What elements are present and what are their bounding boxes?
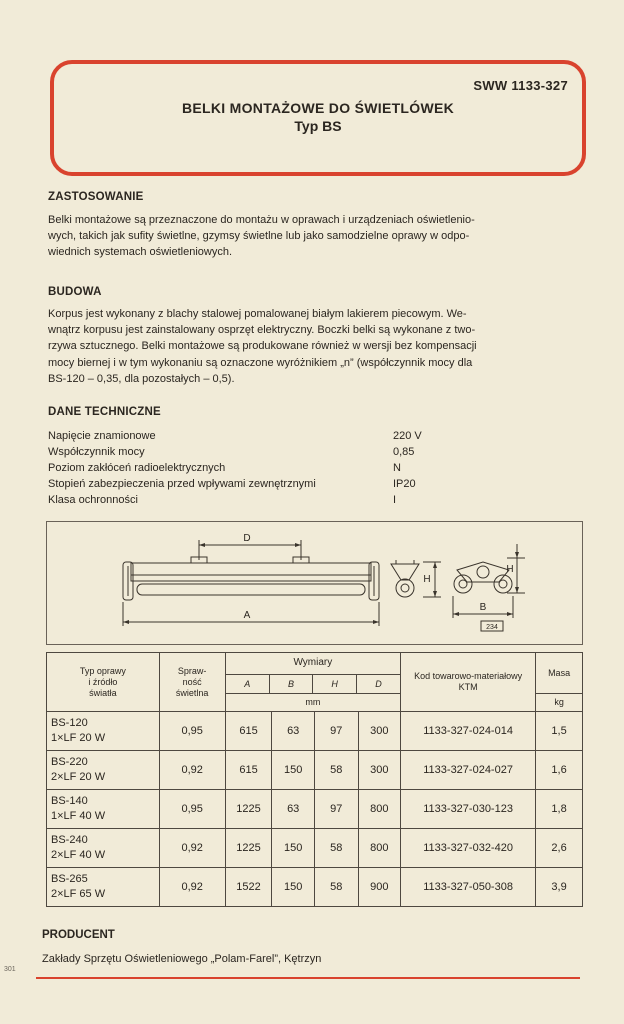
type-code: BS-120 bbox=[51, 717, 88, 729]
tech-label: Stopień zabezpieczenia przed wpływami zewnętrznymi bbox=[48, 478, 316, 490]
text-line: wych, takich jak sufity świetlne, gzymsy świetlne lub jako samodzielne oprawy w odpo- bbox=[48, 230, 470, 243]
header-text: i źródło bbox=[88, 676, 118, 687]
cell-a: 615 bbox=[225, 712, 272, 751]
cell-efficiency: 0,95 bbox=[159, 712, 225, 751]
unit-mm: mm bbox=[225, 694, 400, 712]
header-text: Typ oprawy bbox=[79, 665, 126, 676]
beam-body-top bbox=[131, 563, 371, 575]
cell-mass: 1,5 bbox=[536, 712, 583, 751]
cell-d: 300 bbox=[358, 751, 401, 790]
page-number: 301 bbox=[4, 966, 16, 973]
cell-type bbox=[47, 790, 160, 829]
header-code bbox=[401, 653, 536, 712]
cell-h: 58 bbox=[314, 868, 358, 907]
arrowhead bbox=[123, 620, 129, 624]
cell-a: 615 bbox=[225, 751, 272, 790]
page-title: BELKI MONTAŻOWE DO ŚWIETLÓWEK bbox=[181, 100, 455, 116]
type-code: BS-240 bbox=[51, 834, 88, 846]
tech-row bbox=[48, 446, 448, 460]
cell-b: 150 bbox=[272, 829, 315, 868]
drawing-svg bbox=[47, 522, 582, 644]
cell-efficiency: 0,92 bbox=[159, 829, 225, 868]
cell-b: 63 bbox=[272, 712, 315, 751]
paragraph-budowa bbox=[48, 306, 588, 387]
cell-b: 150 bbox=[272, 868, 315, 907]
text-line: Belki montażowe są przeznaczone do montażu w oprawach i urządzeniach oświetlenio- bbox=[48, 214, 475, 226]
dim-b-header: B bbox=[269, 675, 313, 694]
standard-code: SWW 1133-327 bbox=[473, 78, 568, 93]
cell-h: 58 bbox=[314, 751, 358, 790]
section-heading-zastosowanie: ZASTOSOWANIE bbox=[48, 191, 144, 203]
cell-code: 1133-327-050-308 bbox=[401, 868, 536, 907]
table-row bbox=[47, 712, 583, 751]
text-line: wiednich systemach oświetleniowych. bbox=[48, 246, 233, 259]
arrowhead bbox=[295, 543, 301, 547]
cell-a: 1225 bbox=[225, 829, 272, 868]
header-mass: Masa bbox=[536, 653, 583, 694]
cell-d: 800 bbox=[358, 790, 401, 829]
table-row bbox=[47, 751, 583, 790]
label-d: D bbox=[243, 533, 251, 544]
producer-divider bbox=[36, 977, 580, 979]
dim-a-header: A bbox=[226, 675, 270, 694]
section-heading-budowa: BUDOWA bbox=[48, 286, 102, 298]
table-row bbox=[47, 829, 583, 868]
cell-b: 150 bbox=[272, 751, 315, 790]
text-line: Korpus jest wykonany z blachy stalowej pomalowanej białym lakierem piecowym. We- bbox=[48, 308, 467, 320]
cell-type bbox=[47, 712, 160, 751]
tech-label: Współczynnik mocy bbox=[48, 446, 145, 458]
table-header-row bbox=[47, 653, 583, 694]
light-source: 2×LF 40 W bbox=[51, 849, 106, 861]
light-source: 2×LF 65 W bbox=[51, 888, 106, 900]
header-efficiency bbox=[159, 653, 225, 712]
cell-b: 63 bbox=[272, 790, 315, 829]
technical-drawing bbox=[46, 521, 583, 645]
tech-value: 220 V bbox=[393, 430, 422, 442]
type-code: BS-265 bbox=[51, 873, 88, 885]
dimension-letters bbox=[226, 674, 400, 693]
header-text: ność bbox=[182, 676, 202, 687]
header-type bbox=[47, 653, 160, 712]
header-text: Spraw- bbox=[177, 665, 207, 676]
reference-number: 234 bbox=[486, 624, 498, 631]
header-box bbox=[50, 60, 586, 176]
header-text: świetlna bbox=[175, 687, 209, 698]
cell-d: 900 bbox=[358, 868, 401, 907]
cell-mass: 2,6 bbox=[536, 829, 583, 868]
cell-a: 1225 bbox=[225, 790, 272, 829]
tech-value: IP20 bbox=[393, 478, 416, 490]
cell-d: 800 bbox=[358, 829, 401, 868]
cell-efficiency: 0,95 bbox=[159, 790, 225, 829]
tech-row bbox=[48, 430, 448, 444]
cell-code: 1133-327-030-123 bbox=[401, 790, 536, 829]
specification-table bbox=[46, 652, 583, 907]
label-h1: H bbox=[423, 574, 431, 585]
tech-value: N bbox=[393, 462, 401, 474]
cell-h: 97 bbox=[314, 712, 358, 751]
cell-h: 58 bbox=[314, 829, 358, 868]
cell-code: 1133-327-024-027 bbox=[401, 751, 536, 790]
tech-value: I bbox=[393, 494, 397, 506]
tech-row bbox=[48, 494, 448, 508]
tech-label: Poziom zakłóceń radioelektrycznych bbox=[48, 462, 226, 474]
header-text: Wymiary bbox=[293, 657, 333, 668]
table-row bbox=[47, 790, 583, 829]
dim-h-header: H bbox=[313, 675, 357, 694]
label-a: A bbox=[243, 610, 251, 621]
cell-mass: 1,6 bbox=[536, 751, 583, 790]
cell-d: 300 bbox=[358, 712, 401, 751]
tech-label: Klasa ochronności bbox=[48, 494, 138, 506]
cell-efficiency: 0,92 bbox=[159, 868, 225, 907]
cell-mass: 3,9 bbox=[536, 868, 583, 907]
type-code: BS-140 bbox=[51, 795, 88, 807]
side-view-single-body bbox=[391, 564, 419, 580]
cell-mass: 1,8 bbox=[536, 790, 583, 829]
arrowhead bbox=[199, 543, 205, 547]
cell-code: 1133-327-032-420 bbox=[401, 829, 536, 868]
light-source: 2×LF 20 W bbox=[51, 771, 106, 783]
light-source: 1×LF 40 W bbox=[51, 810, 106, 822]
paragraph-zastosowanie bbox=[48, 212, 588, 261]
page-subtitle: Typ BS bbox=[294, 118, 342, 134]
text-line: mocy biernej i w tym wykonaniu są oznaczone wyróżnikiem „n” (współczynnik mocy dla bbox=[48, 356, 473, 369]
fluorescent-tube bbox=[137, 584, 365, 595]
cell-type bbox=[47, 751, 160, 790]
side-view-single-tube bbox=[396, 579, 414, 597]
beam-body-middle bbox=[131, 575, 371, 581]
tech-row bbox=[48, 462, 448, 476]
light-source: 1×LF 20 W bbox=[51, 732, 106, 744]
section-heading-dane: DANE TECHNICZNE bbox=[48, 406, 161, 418]
label-b: B bbox=[479, 602, 487, 613]
producer-name: Zakłady Sprzętu Oświetleniowego „Polam-Farel”, Kętrzyn bbox=[42, 953, 322, 965]
tech-row bbox=[48, 478, 448, 492]
tech-label: Napięcie znamionowe bbox=[48, 430, 156, 442]
text-line: BS-120 – 0,35, dla pozostałych – 0,5). bbox=[48, 372, 235, 385]
section-heading-producent: PRODUCENT bbox=[42, 929, 115, 941]
tech-value: 0,85 bbox=[393, 446, 415, 458]
cell-type bbox=[47, 868, 160, 907]
table-row bbox=[47, 868, 583, 907]
header-dimensions bbox=[225, 653, 400, 694]
header-text: KTM bbox=[458, 682, 478, 692]
cell-a: 1522 bbox=[225, 868, 272, 907]
cell-code: 1133-327-024-014 bbox=[401, 712, 536, 751]
header-text: światła bbox=[89, 687, 117, 698]
header-text: Kod towarowo-materiałowy bbox=[414, 671, 523, 681]
cell-efficiency: 0,92 bbox=[159, 751, 225, 790]
type-code: BS-220 bbox=[51, 756, 88, 768]
cell-h: 97 bbox=[314, 790, 358, 829]
text-line: rzywa sztucznego. Belki montażowe są produkowane również w wersji bez kompensacji bbox=[48, 340, 477, 353]
side-view-double-body bbox=[457, 562, 509, 582]
cell-type bbox=[47, 829, 160, 868]
arrowhead bbox=[373, 620, 379, 624]
dim-d-header: D bbox=[356, 675, 400, 694]
label-h2: H bbox=[506, 564, 514, 575]
text-line: wnątrz korpusu jest zainstalowany osprzęt elektryczny. Boczki belki są wykonane z two- bbox=[48, 324, 476, 337]
unit-kg: kg bbox=[536, 694, 583, 712]
